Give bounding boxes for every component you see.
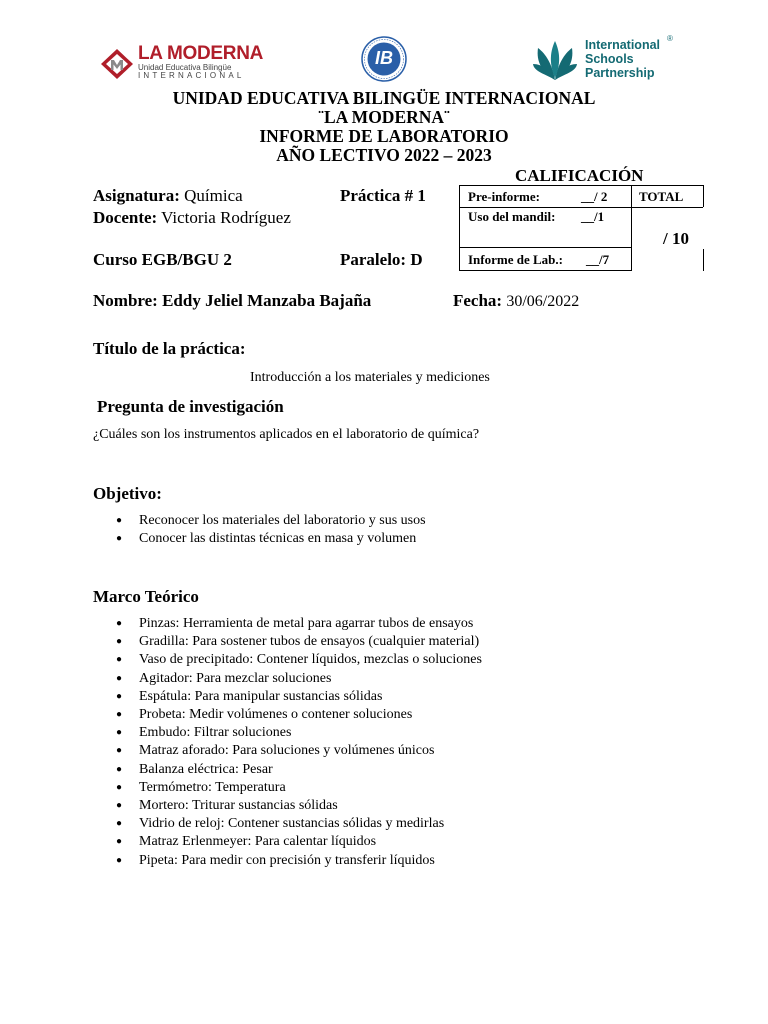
list-item	[116, 512, 426, 530]
subject-label: Asignatura:	[93, 186, 180, 205]
isp-logo	[532, 36, 692, 84]
bullet-icon: ●	[116, 854, 123, 866]
bullet-icon: ●	[116, 836, 123, 848]
moderna-subtitle: Unidad Educativa Bilingüe	[138, 63, 232, 72]
course: Curso EGB/BGU 2	[93, 250, 232, 269]
grade-table	[459, 185, 704, 271]
teacher-label: Docente:	[93, 208, 158, 227]
total-label: TOTAL	[639, 189, 684, 204]
isp-registered-mark: ®	[667, 34, 673, 43]
practice-number: Práctica # 1	[340, 186, 426, 205]
bullet-icon: ●	[116, 818, 123, 830]
list-item	[116, 852, 482, 870]
bullet-icon: ●	[116, 727, 123, 739]
list-item	[116, 724, 482, 742]
pre-report-score: __/ 2	[581, 189, 608, 204]
bullet-icon: ●	[116, 690, 123, 702]
bullet-icon: ●	[116, 533, 123, 545]
list-item	[116, 688, 482, 706]
list-item	[116, 742, 482, 760]
list-item-text: Pinzas: Herramienta de metal para agarrar tubos de ensayos	[139, 616, 474, 631]
list-item-text: Reconocer los materiales del laboratorio y sus usos	[139, 513, 426, 528]
ib-mark: IB	[375, 48, 393, 68]
practice-title-label: Título de la práctica:	[93, 339, 246, 358]
theory-list	[116, 615, 482, 870]
list-item	[116, 797, 482, 815]
grade-title: CALIFICACIÓN	[515, 166, 644, 185]
bullet-icon: ●	[116, 781, 123, 793]
isp-leaf-icon	[532, 38, 578, 82]
apron-score: __/1	[581, 209, 605, 224]
list-item	[116, 815, 482, 833]
theory-label: Marco Teórico	[93, 587, 199, 606]
list-item	[116, 779, 482, 797]
list-item	[116, 833, 482, 851]
list-item-text: Pipeta: Para medir con precisión y transferir líquidos	[139, 852, 435, 868]
bullet-icon: ●	[116, 618, 123, 629]
research-question-label: Pregunta de investigación	[97, 397, 284, 416]
la-moderna-logo	[100, 43, 264, 84]
list-item	[116, 706, 482, 724]
apron-label: Uso del mandil:	[468, 209, 556, 224]
list-item-text: Vidrio de reloj: Contener sustancias sólidas y medirlas	[139, 816, 445, 832]
objective-label: Objetivo:	[93, 484, 162, 503]
list-item	[116, 530, 426, 548]
moderna-title: LA MODERNA	[138, 43, 264, 64]
bullet-icon: ●	[116, 515, 123, 526]
list-item-text: Probeta: Medir volúmenes o contener soluciones	[139, 707, 413, 723]
school-year: AÑO LECTIVO 2022 – 2023	[276, 145, 492, 165]
list-item	[116, 651, 482, 669]
bullet-icon: ●	[116, 800, 123, 812]
isp-line-3: Partnership	[585, 66, 655, 80]
list-item	[116, 633, 482, 651]
list-item-text: Agitador: Para mezclar soluciones	[139, 670, 332, 686]
bullet-icon: ●	[116, 672, 123, 684]
school-name: UNIDAD EDUCATIVA BILINGÜE INTERNACIONAL	[172, 88, 596, 108]
research-question-value: ¿Cuáles son los instrumentos aplicados en el laboratorio de química?	[93, 427, 480, 442]
report-title: INFORME DE LABORATORIO	[259, 126, 509, 146]
date-value: 30/06/2022	[506, 293, 580, 310]
bullet-icon: ●	[116, 763, 123, 775]
student-name: Nombre: Eddy Jeliel Manzaba Bajaña	[93, 291, 372, 310]
list-item-text: Mortero: Triturar sustancias sólidas	[139, 798, 338, 814]
ib-logo	[354, 35, 414, 83]
isp-line-2: Schools	[585, 52, 634, 66]
list-item-text: Balanza eléctrica: Pesar	[139, 761, 273, 777]
section: Paralelo: D	[340, 250, 423, 269]
teacher-row	[93, 208, 291, 228]
list-item	[116, 615, 482, 633]
bullet-icon: ●	[116, 636, 123, 648]
list-item-text: Vaso de precipitado: Contener líquidos, mezclas o soluciones	[139, 652, 482, 668]
isp-line-1: International	[585, 38, 661, 52]
date-label: Fecha:	[453, 291, 503, 310]
bullet-icon: ●	[116, 709, 123, 721]
moderna-subtitle-2: INTERNACIONAL	[138, 71, 245, 80]
subject-value: Química	[184, 186, 243, 205]
date-row	[453, 291, 579, 311]
list-item-text: Espátula: Para manipular sustancias sólidas	[139, 688, 383, 704]
list-item-text: Termómetro: Temperatura	[139, 779, 286, 795]
pre-report-label: Pre-informe:	[468, 189, 540, 204]
moderna-emblem-icon	[100, 48, 134, 80]
list-item-text: Matraz aforado: Para soluciones y volúmenes únicos	[139, 743, 435, 759]
total-score: / 10	[663, 229, 689, 248]
school-subname: ¨LA MODERNA¨	[318, 107, 450, 127]
list-item-text: Matraz Erlenmeyer: Para calentar líquidos	[139, 834, 377, 850]
bullet-icon: ●	[116, 654, 123, 666]
lab-report-label: Informe de Lab.:	[468, 252, 563, 267]
teacher-value: Victoria Rodríguez	[161, 208, 291, 227]
subject-row	[93, 186, 243, 206]
lab-report-score: __/7	[586, 252, 610, 267]
objective-list	[116, 512, 426, 548]
list-item-text: Gradilla: Para sostener tubos de ensayos (cualquier material)	[139, 634, 480, 650]
list-item-text: Conocer las distintas técnicas en masa y volumen	[139, 531, 417, 547]
list-item	[116, 761, 482, 779]
list-item-text: Embudo: Filtrar soluciones	[139, 725, 292, 741]
practice-title-value: Introducción a los materiales y mediciones	[250, 370, 490, 385]
bullet-icon: ●	[116, 745, 123, 757]
list-item	[116, 670, 482, 688]
